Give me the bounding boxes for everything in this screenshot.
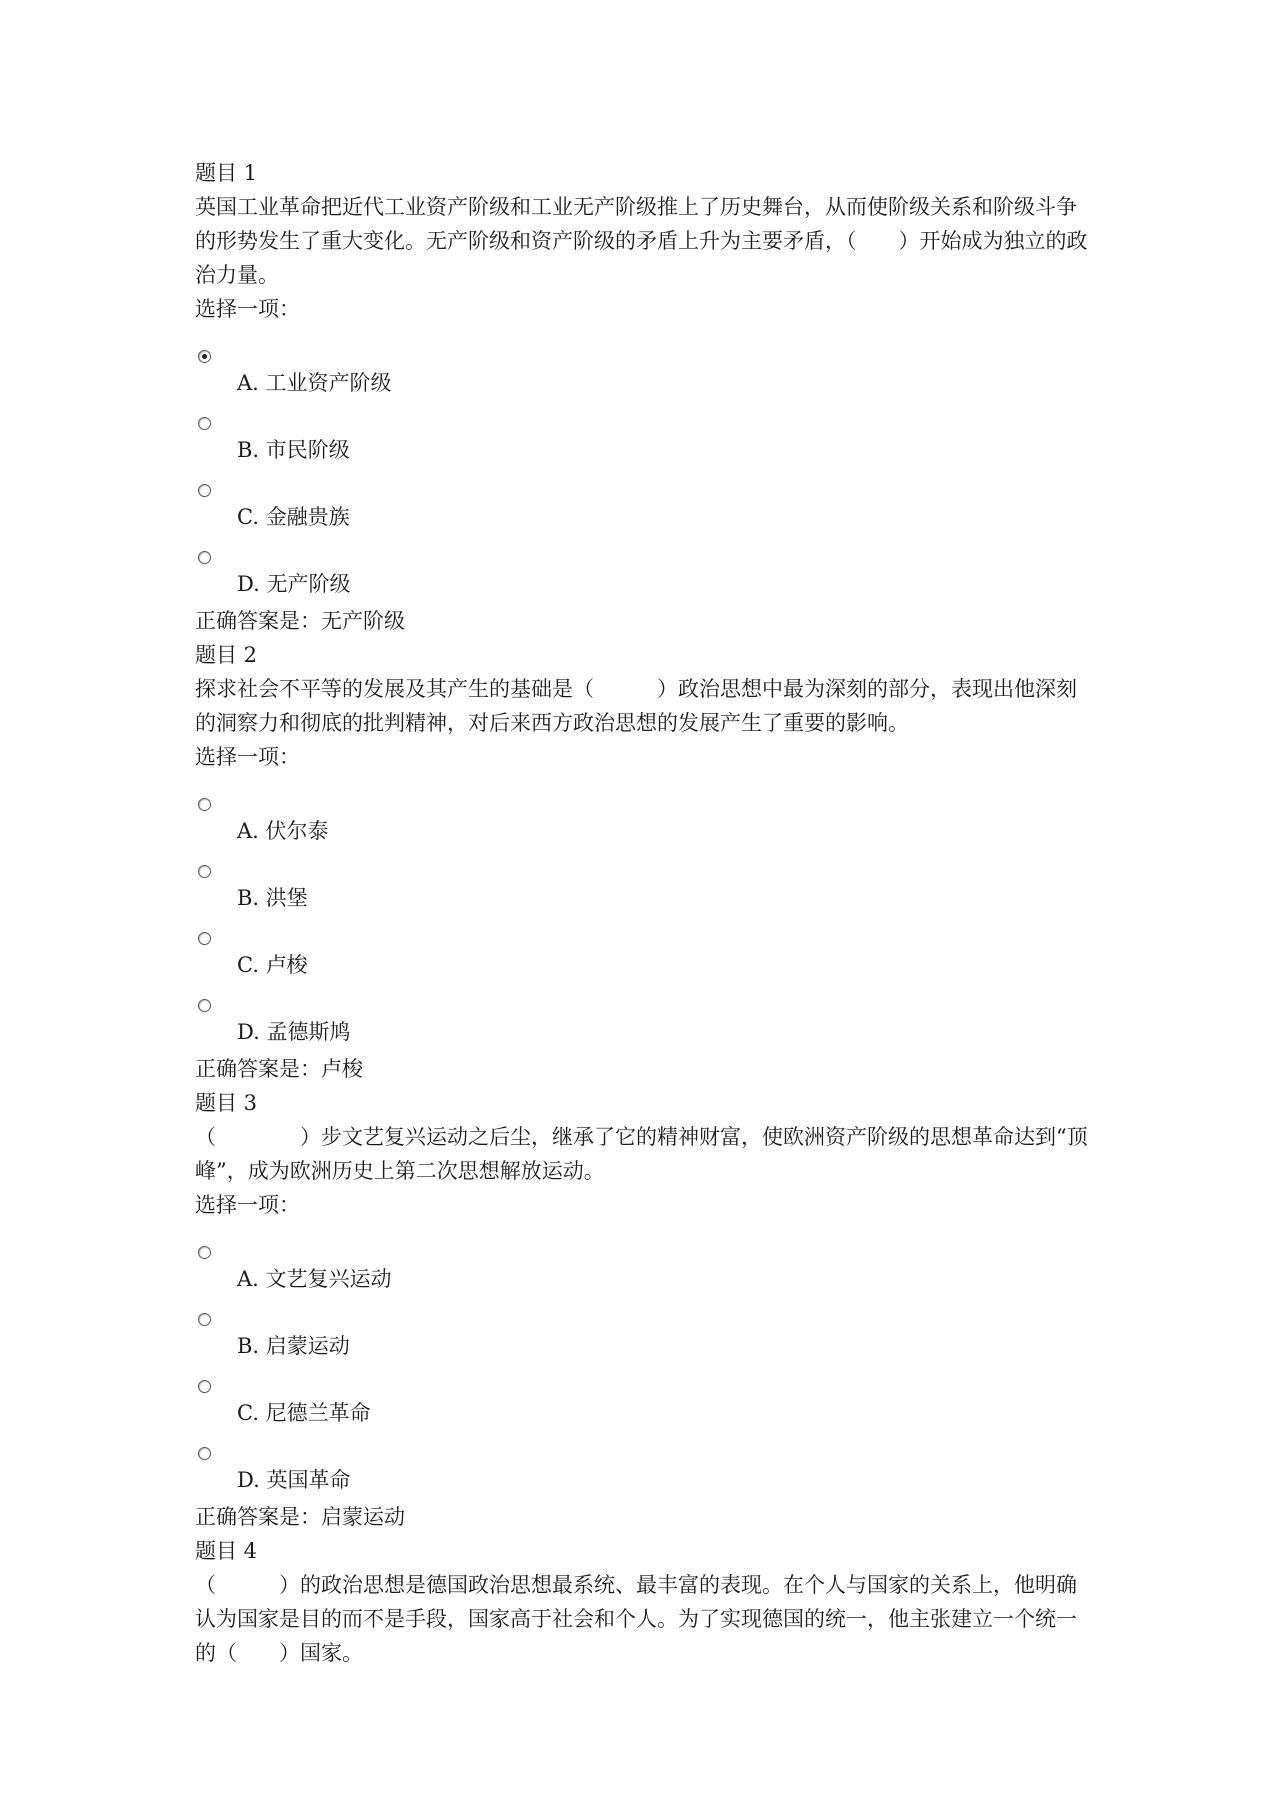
option-label: D. 孟德斯鸠 (237, 1020, 351, 1044)
question-title: 题目 1 (195, 161, 258, 185)
option-label: C. 金融贵族 (237, 505, 350, 529)
option-c[interactable] (195, 470, 1095, 537)
option-a[interactable] (195, 336, 1095, 403)
question-4 (195, 1534, 1095, 1670)
option-d[interactable] (195, 985, 1095, 1052)
option-label: C. 卢梭 (237, 953, 308, 977)
option-label: D. 无产阶级 (237, 572, 351, 596)
option-b[interactable] (195, 1299, 1095, 1366)
choose-one-prompt: 选择一项： (195, 297, 300, 321)
option-c[interactable] (195, 918, 1095, 985)
question-title: 题目 4 (195, 1539, 258, 1563)
option-label: A. 文艺复兴运动 (237, 1267, 392, 1291)
choose-one-prompt: 选择一项： (195, 745, 300, 769)
question-title: 题目 3 (195, 1091, 258, 1115)
question-2 (195, 638, 1095, 1086)
radio-icon[interactable] (198, 1246, 211, 1259)
option-list (195, 1222, 1095, 1500)
option-label: C. 尼德兰革命 (237, 1401, 371, 1425)
option-d[interactable] (195, 537, 1095, 604)
radio-icon[interactable] (198, 1380, 211, 1393)
radio-icon[interactable] (198, 999, 211, 1012)
option-label: A. 伏尔泰 (237, 819, 329, 843)
radio-icon[interactable] (198, 932, 211, 945)
question-3 (195, 1086, 1095, 1534)
radio-icon[interactable] (198, 798, 211, 811)
option-label: A. 工业资产阶级 (237, 371, 392, 395)
question-title: 题目 2 (195, 643, 258, 667)
radio-checked-icon[interactable] (198, 350, 211, 363)
question-text: 探求社会不平等的发展及其产生的基础是（ ）政治思想中最为深刻的部分，表现出他深刻的洞察力和彻底的批判精神，对后来西方政治思想的发展产生了重要的影响。 (195, 677, 1077, 735)
question-text: 英国工业革命把近代工业资产阶级和工业无产阶级推上了历史舞台，从而使阶级关系和阶级斗争的形势发生了重大变化。无产阶级和资产阶级的矛盾上升为主要矛盾，（ ）开始成为独立的政治力量。 (195, 195, 1088, 287)
option-label: B. 洪堡 (237, 886, 308, 910)
option-c[interactable] (195, 1366, 1095, 1433)
option-a[interactable] (195, 1232, 1095, 1299)
question-text: （ ）步文艺复兴运动之后尘，继承了它的精神财富，使欧洲资产阶级的思想革命达到“顶峰”，成为欧洲历史上第二次思想解放运动。 (195, 1125, 1088, 1183)
option-a[interactable] (195, 784, 1095, 851)
choose-one-prompt: 选择一项： (195, 1193, 300, 1217)
correct-answer: 正确答案是：无产阶级 (195, 609, 405, 633)
question-text: （ ）的政治思想是德国政治思想最系统、最丰富的表现。在个人与国家的关系上，他明确认为国家是目的而不是手段，国家高于社会和个人。为了实现德国的统一，他主张建立一个统一的（ ）国家。 (195, 1573, 1077, 1665)
option-list (195, 774, 1095, 1052)
quiz-page (195, 156, 1095, 1670)
radio-icon[interactable] (198, 1313, 211, 1326)
option-label: B. 启蒙运动 (237, 1334, 350, 1358)
option-label: D. 英国革命 (237, 1468, 351, 1492)
correct-answer: 正确答案是：卢梭 (195, 1057, 363, 1081)
radio-icon[interactable] (198, 551, 211, 564)
radio-icon[interactable] (198, 484, 211, 497)
radio-icon[interactable] (198, 865, 211, 878)
option-d[interactable] (195, 1433, 1095, 1500)
correct-answer: 正确答案是：启蒙运动 (195, 1505, 405, 1529)
option-label: B. 市民阶级 (237, 438, 350, 462)
radio-icon[interactable] (198, 417, 211, 430)
option-list (195, 326, 1095, 604)
question-1 (195, 156, 1095, 638)
option-b[interactable] (195, 851, 1095, 918)
radio-icon[interactable] (198, 1447, 211, 1460)
option-b[interactable] (195, 403, 1095, 470)
